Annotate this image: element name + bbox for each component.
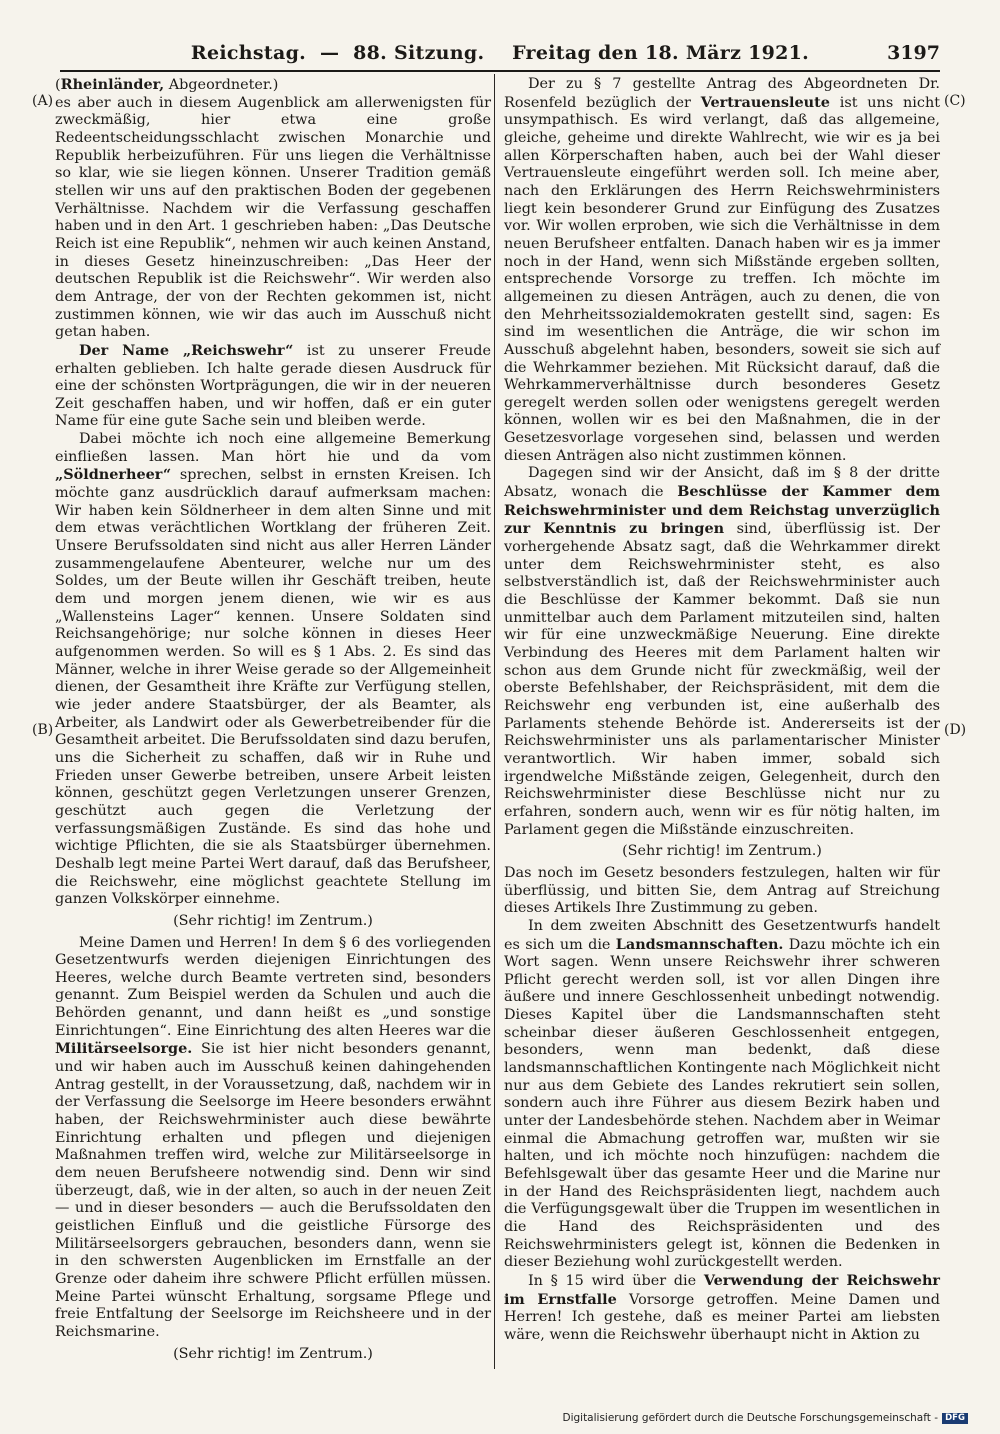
paragraph: Meine Damen und Herren! In dem § 6 des vorliegenden Gesetzentwurfs werden diejenigen Einrichtungen des Heeres, welche durch Beamte vertreten sind, besonders genannt. Zum Beispiel werden da Schulen und auch die Behörden genannt, und dann heißt es „und sonstige Einrichtungen“. Eine Einrichtung des alten Heeres war die Militärseelsorge. Sie ist hier nicht besonders genannt, und wir haben auch im Ausschuß keinen dahingehenden Antrag gestellt, in der Voraussetzung, daß, nachdem wir in der Verfassung die Seelsorge im Heere besonders erwähnt haben, der Reichswehrminister auch diese bewährte Einrichtung erhalten und pflegen und diejenigen Maßnahmen treffen wird, welche zur Militärseelsorge in dem neuen Berufsheere notwendig sind. Denn wir sind überzeugt, daß, wie in der alten, so auch in der neuen Zeit — und in dieser besonders — auch die Berufssoldaten den geistlichen Einfluß und die geistliche Fürsorge des Militärseelsorgers gebrauchen, besonders dann, wenn sie in den schwersten Augenblicken im Ernstfalle an der Grenze oder daheim ihre schwere Pflicht erfüllen müssen. Meine Partei wünscht Erhaltung, sorgsame Pflege und freie Entfaltung der Seelsorge im Reichsheere und in der Reichsmarine. [55,934,491,1340]
margin-marker-b: (B) [32,722,54,738]
paragraph: Der zu § 7 gestellte Antrag des Abgeordneten Dr. Rosenfeld bezüglich der Vertrauensleute ist uns nicht unsympathisch. Es wird verlangt, daß das allgemeine, gleiche, geheime und direkte Wahlrecht, wie wir es ja bei allen Körperschaften haben, auch bei der Wahl dieser Vertrauensleute eingeführt werden soll. Ich meine aber, nach den Erklärungen des Herrn Reichswehrministers liegt kein besonderer Grund zur Einfügung des Zusatzes vor. Wir wollen erproben, wie sich die Verhältnisse in dem neuen Berufsheer entfalten. Danach haben wir es ja immer noch in der Hand, wenn sich Mißstände ergeben sollten, entsprechende Vorsorge zu treffen. Ich möchte im allgemeinen zu diesen Anträgen, auch zu denen, die von den Mehrheitssozialdemokraten gestellt sind, sagen: Es sind im wesentlichen die Anträge, die wir schon im Ausschuß abgelehnt haben, besonders, soweit sie sich auf die Wehrkammer beziehen. Mit Rücksicht darauf, daß die Wehrkammerverhältnisse durch besonderes Gesetz geregelt werden sollen oder wenigstens geregelt werden können, wollen wir es bei den Maßnahmen, die in der Gesetzesvorlage vorgesehen sind, belassen und werden diesen Anträgen also nicht zustimmen können. [504,76,940,464]
footer-credit [562,1412,968,1424]
paragraph: Dagegen sind wir der Ansicht, daß im § 8 der dritte Absatz, wonach die Beschlüsse der Kammer dem Reichswehrminister und dem Reichstag unverzüglich zur Kenntnis zu bringen sind, überflüssig ist. Der vorhergehende Absatz sagt, daß die Wehrkammer direkt unter dem Reichswehrminister steht, es also selbstverständlich ist, daß der Reichswehrminister auch die Beschlüsse der Kammer bekommt. Daß sie nun unmittelbar auch dem Parlament mitzuteilen sind, halten wir für eine unzweckmäßige Neuerung. Eine direkte Verbindung des Heeres mit dem Parlament halten wir schon aus dem Grunde nicht für zweckmäßig, weil der oberste Befehlshaber, der Reichspräsident, mit dem die Reichswehr eng verbunden ist, eine außerhalb des Parlaments stehende Behörde ist. Andererseits ist der Reichswehrminister uns als parlamentarischer Minister verantwortlich. Wir haben immer, sobald sich irgendwelche Mißstände zeigen, Gelegenheit, durch den Reichswehrminister diese Beschlüsse nicht nur zu erfahren, sondern auch, wenn wir es für nötig halten, im Parlament gegen die Mißstände einzuschreiten. [504,465,940,838]
paragraph: Das noch im Gesetz besonders festzulegen, halten wir für überflüssig, und bitten Sie, dem Antrag auf Streichung dieses Artikels Ihre Zustimmung zu geben. [504,864,940,917]
header-date: Freitag den 18. März 1921. [512,42,810,64]
margin-marker-a: (A) [32,93,54,109]
interjection: (Sehr richtig! im Zentrum.) [173,912,373,929]
header-left: Reichstag. [190,42,307,64]
page-number: 3197 [887,42,940,64]
left-column [55,76,491,1367]
header-separator: — [319,42,340,64]
paragraph: Dabei möchte ich noch eine allgemeine Bemerkung einfließen lassen. Man hört hie und da vom „Söldnerheer“ sprechen, selbst in ernsten Kreisen. Ich möchte ganz ausdrücklich darauf aufmerksam machen: Wir haben kein Söldnerheer in dem alten Sinne und mit dem etwas verächtlichen Wortklang der früheren Zeit. Unsere Berufssoldaten sind nicht aus aller Herren Länder zusammengelaufene Abenteurer, welche nur um des Soldes, um der Beute willen ihr Geschäft treiben, heute dem und morgen jenem dienen, wie wir es aus „Wallensteins Lager“ kennen. Unsere Soldaten sind Reichsangehörige; nur solche können in dieses Heer aufgenommen werden. So will es § 1 Abs. 2. Es sind das Männer, welche in ihrer Weise gerade so der Allgemeinheit dienen, der Gesamtheit ihre Kräfte zur Verfügung stellen, wie jeder andere Staatsbürger, der als Beamter, als Arbeiter, als Landwirt oder als Gewerbetreibender für die Gesamtheit arbeitet. Die Berufssoldaten sind dazu berufen, uns die Sicherheit zu schaffen, daß wir in Ruhe und Frieden unser Gewerbe betreiben, unsere Arbeit leisten können, geschützt gegen Verletzungen unserer Grenzen, geschützt auch gegen die Verletzung der verfassungsmäßigen Zustände. Es sind das hohe und wichtige Pflichten, die sie als Staatsbürger übernehmen. Deshalb legt meine Partei Wert darauf, daß das Berufsheer, die Reichswehr, eine möglichst geachtete Stellung im ganzen Volkskörper einnehme. [55,431,491,908]
paragraph: In § 15 wird über die Verwendung der Reichswehr im Ernstfalle Vorsorge getroffen. Meine Damen und Herren! Ich gestehe, daß es meiner Partei am liebsten wäre, wenn die Reichswehr überhaupt nicht in Aktion zu [504,1271,940,1343]
page-header [60,40,940,72]
speaker-note: (Rheinländer, Abgeordneter.) [55,76,279,93]
paragraph: Der Name „Reichswehr“ ist zu unserer Freude erhalten geblieben. Ich halte gerade diesen Ausdruck für eine der schönsten Wortprägungen, die wir in der neueren Zeit geschaffen haben, und wir hoffen, daß er ein guter Name für eine gute Sache sein und bleiben werde. [55,341,491,430]
column-divider [494,74,495,1369]
margin-marker-c: (C) [944,93,966,109]
right-column [504,76,940,1345]
paragraph: In dem zweiten Abschnitt des Gesetzentwurfs handelt es sich um die Landsmannschaften. Dazu möchte ich ein Wort sagen. Wenn unsere Reichswehr ihrer schweren Pflicht gerecht werden soll, ist vor allen Dingen ihre äußere und innere Geschlossenheit unbedingt notwendig. Dieses Kapitel über die Landsmannschaften steht scheinbar dieser äußeren Geschlossenheit entgegen, besonders, wenn man bedenkt, daß diese landsmannschaftlichen Kontingente nach Möglichkeit nicht nur aus dem Gebiete des Landes rekrutiert sein sollen, sondern auch ihre Führer aus diesem Bezirk haben und unter der Landesbehörde stehen. Nachdem aber in Weimar einmal die Abmachung getroffen war, mußten wir sie halten, und ich möchte noch hinzufügen: nachdem die Befehlsgewalt über das gesamte Heer und die Marine nur in der Hand des Reichspräsidenten liegt, nachdem auch die Verfügungsgewalt über die Truppen im wesentlichen in die Hand des Reichspräsidenten und des Reichswehrministers gelegt ist, können die Bedenken in dieser Beziehung wohl zurückgestellt werden. [504,917,940,1271]
footer-text: Digitalisierung gefördert durch die Deutsche Forschungsgemeinschaft - [562,1412,938,1424]
interjection: (Sehr richtig! im Zentrum.) [622,843,822,860]
dfg-logo: DFG [942,1413,968,1424]
header-session: 88. Sitzung. [353,42,485,64]
interjection: (Sehr richtig! im Zentrum.) [173,1345,373,1362]
margin-marker-d: (D) [944,722,967,738]
paragraph: es aber auch in diesem Augenblick am allerwenigsten für zweckmäßig, hier etwa eine große Redeentscheidungsschlacht zwischen Monarchie und Republik herbeizuführen. Für uns liegen die Verhältnisse so klar, wie sie liegen können. Unserer Tradition gemäß stellen wir uns auf den praktischen Boden der gegebenen Verhältnisse. Nachdem wir die Verfassung geschaffen haben und in den Art. 1 geschrieben haben: „Das Deutsche Reich ist eine Republik“, nehmen wir auch keinen Anstand, in dieses Gesetz hineinzuschreiben: „Das Heer der deutschen Republik ist die Reichswehr“. Wir werden also dem Antrage, der von der Rechten gekommen ist, nicht zustimmen können, wie wir das auch im Ausschuß nicht getan haben. [55,94,491,341]
running-title [60,42,940,64]
